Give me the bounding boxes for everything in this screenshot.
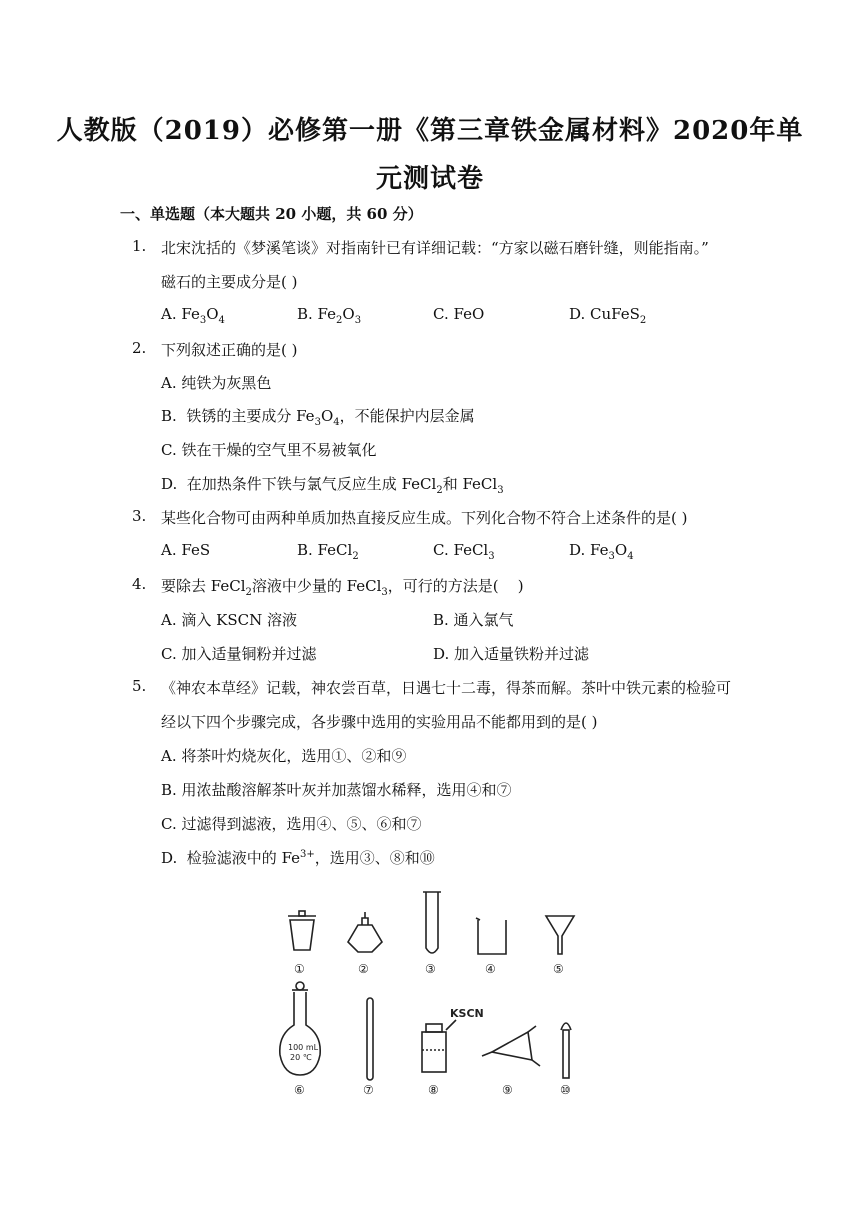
question-number: 1. [132, 237, 147, 255]
option-d: D. 检验滤液中的 $Fe^{3+}$，选用③、⑧和⑩ [161, 849, 435, 867]
option-c: C. 加入适量铜粉并过滤 [161, 645, 317, 663]
question-text: 经以下四个步骤完成，各步骤中选用的实验用品不能都用到的是( ) [161, 713, 598, 731]
label-8: ⑧ [428, 1083, 439, 1097]
test-tube-icon [423, 892, 441, 953]
question-text: 《神农本草经》记载，神农尝百草，日遇七十二毒，得茶而解。茶叶中铁元素的检验可 [161, 679, 732, 697]
option-a: A. $Fe_3O_4$ [161, 305, 225, 326]
option-a: A. 纯铁为灰黑色 [161, 374, 272, 392]
label-10: ⑩ [560, 1083, 571, 1097]
crucible-icon [288, 911, 316, 950]
label-7: ⑦ [363, 1083, 374, 1097]
reagent-bottle-icon [422, 1020, 456, 1072]
question-number: 2. [132, 339, 147, 357]
option-d: D. 在加热条件下铁与氯气反应生成 FeCl$_2$和 FeCl$_3$ [161, 475, 504, 496]
label-5: ⑤ [553, 962, 564, 976]
option-d: D. 加入适量铁粉并过滤 [433, 645, 590, 663]
option-c: C. FeCl$_3$ [433, 541, 495, 562]
option-c: C. FeO [433, 305, 485, 323]
alcohol-lamp-icon [348, 912, 382, 952]
glass-rod-icon [367, 998, 373, 1080]
flask-volume: 100 mL [288, 1043, 319, 1052]
beaker-icon [476, 918, 506, 954]
title-line-2: 元测试卷 [375, 164, 484, 194]
option-b: B. FeCl$_2$ [297, 541, 359, 562]
option-a: A. 滴入 KSCN 溶液 [161, 611, 297, 629]
question-number: 3. [132, 507, 147, 525]
label-1: ① [294, 962, 305, 976]
question-text: 磁石的主要成分是( ) [161, 273, 298, 291]
option-c: C. 铁在干燥的空气里不易被氧化 [161, 441, 377, 459]
question-text: 要除去 FeCl$_2$溶液中少量的 FeCl$_3$，可行的方法是( ) [161, 577, 524, 598]
option-c: C. 过滤得到滤液，选用④、⑤、⑥和⑦ [161, 815, 422, 833]
question-text: 某些化合物可由两种单质加热直接反应生成。下列化合物不符合上述条件的是( ) [161, 509, 688, 527]
label-3: ③ [425, 962, 436, 976]
option-b: B. 用浓盐酸溶解茶叶灰并加蒸馏水稀释，选用④和⑦ [161, 781, 512, 799]
section-heading: 一、单选题（本大题共 20 小题，共 60 分） [120, 205, 423, 223]
funnel-icon [546, 916, 574, 954]
dropper-icon [561, 1023, 571, 1078]
option-d: D. CuFeS$_2$ [569, 305, 647, 326]
option-b: B. 通入氯气 [433, 611, 514, 629]
label-9: ⑨ [502, 1083, 513, 1097]
label-2: ② [358, 962, 369, 976]
title-line-1: 人教版（2019）必修第一册《第三章铁金属材料》2020年单 [56, 116, 804, 146]
option-b: B. 铁锈的主要成分 $Fe_3O_4$，不能保护内层金属 [161, 407, 475, 428]
option-b: B. $Fe_2O_3$ [297, 305, 362, 326]
label-4: ④ [485, 962, 496, 976]
option-d: D. $Fe_3O_4$ [569, 541, 634, 562]
question-number: 4. [132, 575, 147, 593]
clay-triangle-icon [482, 1026, 540, 1066]
question-text: 下列叙述正确的是( ) [161, 341, 298, 359]
label-6: ⑥ [294, 1083, 305, 1097]
option-a: A. FeS [161, 541, 211, 559]
flask-temperature: 20 ℃ [290, 1053, 312, 1062]
question-text: 北宋沈括的《梦溪笔谈》对指南针已有详细记载：“方家以磁石磨针缝，则能指南。” [161, 239, 709, 257]
question-number: 5. [132, 677, 147, 695]
option-a: A. 将茶叶灼烧灰化，选用①、②和⑨ [161, 747, 407, 765]
apparatus-figure [270, 880, 590, 1100]
reagent-label: KSCN [450, 1007, 484, 1020]
